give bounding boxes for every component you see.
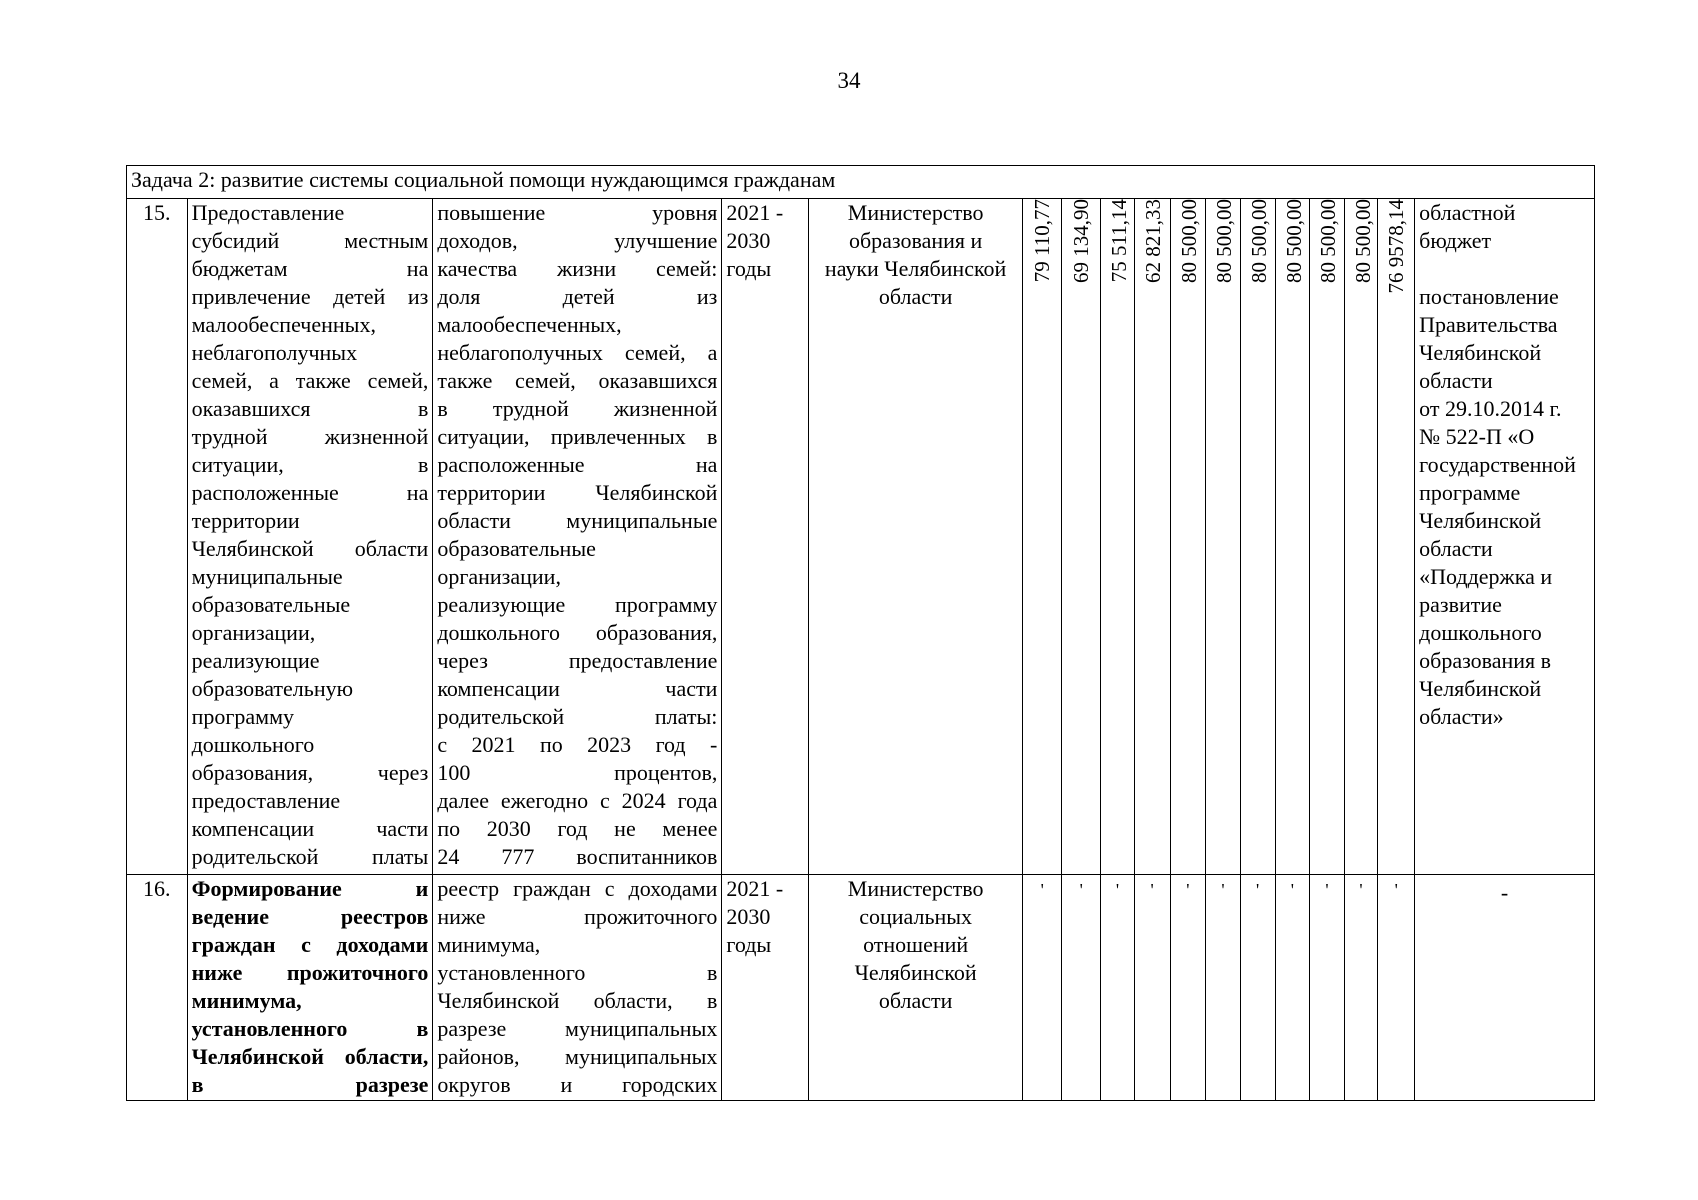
text-line: компенсации части	[437, 676, 718, 701]
period: 2021 - 2030 годы	[722, 875, 809, 1101]
text-line: 24 777 воспитанников	[437, 844, 718, 869]
amount-8: 80 500,00	[1275, 199, 1310, 875]
text-line: установленного в	[437, 960, 718, 985]
text-line: реализующие	[191, 648, 320, 673]
text-line: субсидий местным	[191, 228, 429, 253]
text-line: граждан с доходами	[191, 932, 429, 957]
text-line: образовательную	[191, 676, 354, 701]
period: 2021 - 2030 годы	[722, 199, 809, 875]
text-line: трудной жизненной	[191, 424, 429, 449]
text-line: качества жизни семей:	[437, 256, 718, 281]
text-line: ниже прожиточного	[437, 904, 718, 929]
text-line: ниже прожиточного	[191, 960, 429, 985]
amount-1: 79 110,77	[1023, 199, 1062, 875]
text-line: предоставление	[191, 788, 341, 813]
funding-source: областной бюджет постановление Правительства Челябинской области от 29.10.2014 г. № 522-П «О государственной программе Челябинской области «Поддержка и развитие дошкольного образования в Челябинской области»	[1415, 199, 1595, 875]
text-line: реализующие программу	[437, 592, 718, 617]
amount-9: 80 500,00	[1310, 199, 1345, 875]
expected-result	[433, 199, 722, 875]
table-row	[127, 875, 1595, 1101]
text-line: повышение уровня	[437, 200, 718, 225]
text-line: через предоставление	[437, 648, 718, 673]
amount-7: 80 500,00	[1240, 199, 1275, 875]
text-line: дошкольного образования,	[437, 620, 718, 645]
text-line: Челябинской области, в	[437, 988, 718, 1013]
amount-9: '	[1310, 875, 1345, 1101]
page-number: 34	[837, 68, 861, 93]
text-line: привлечение детей из	[191, 284, 429, 309]
text-line: области муниципальные	[437, 508, 718, 533]
amount-6: '	[1206, 875, 1241, 1101]
text-line: минимума,	[437, 932, 541, 957]
text-line: малообеспеченных,	[437, 312, 622, 337]
row-number: 15.	[127, 199, 188, 875]
text-line: муниципальные	[191, 564, 343, 589]
amount-8: '	[1275, 875, 1310, 1101]
text-line: расположенные на	[437, 452, 718, 477]
text-line: также семей, оказавшихся	[437, 368, 718, 393]
text-line: установленного в	[191, 1016, 429, 1041]
text-line: районов, муниципальных	[437, 1044, 718, 1069]
task-header: Задача 2: развитие системы социальной помощи нуждающимся гражданам	[127, 166, 1595, 199]
text-line: ведение реестров	[191, 904, 429, 929]
text-line: в трудной жизненной	[437, 396, 718, 421]
executor: Министерство образования и науки Челябинской области	[808, 199, 1022, 875]
amount-6: 80 500,00	[1206, 199, 1241, 875]
amount-5: 80 500,00	[1170, 199, 1206, 875]
text-line: по 2030 год не менее	[437, 816, 718, 841]
text-line: дошкольного	[191, 732, 315, 757]
text-line: неблагополучных семей, а	[437, 340, 718, 365]
text-line: ситуации, в	[191, 452, 429, 477]
text-line: реестр граждан с доходами	[437, 876, 718, 901]
text-line: далее ежегодно с 2024 года	[437, 788, 718, 813]
text-line: Предоставление	[191, 200, 345, 225]
text-line: образовательные	[437, 536, 596, 561]
row-number: 16.	[127, 875, 188, 1101]
expected-result	[433, 875, 722, 1101]
amount-3: '	[1101, 875, 1135, 1101]
measure-name	[187, 875, 433, 1101]
text-line: ситуации, привлеченных в	[437, 424, 718, 449]
text-line: оказавшихся в	[191, 396, 429, 421]
amount-total: '	[1378, 875, 1415, 1101]
text-line: организации,	[437, 564, 561, 589]
amount-4: 62 821,33	[1134, 199, 1170, 875]
text-line: доля детей из	[437, 284, 718, 309]
text-line: территории Челябинской	[437, 480, 718, 505]
program-table	[126, 165, 1595, 1101]
text-line: малообеспеченных,	[191, 312, 376, 337]
amount-2: '	[1062, 875, 1101, 1101]
text-line: семей, а также семей,	[191, 368, 429, 393]
text-line: в разрезе	[191, 1072, 429, 1097]
executor: Министерство социальных отношений Челябинской области	[808, 875, 1022, 1101]
text-line: Челябинской области	[191, 536, 429, 561]
text-line: организации,	[191, 620, 316, 645]
amount-1: '	[1023, 875, 1062, 1101]
text-line: разрезе муниципальных	[437, 1016, 718, 1041]
funding-source: -	[1415, 875, 1595, 1101]
amount-total: 76 9578,14	[1378, 199, 1415, 875]
text-line: родительской платы:	[437, 704, 718, 729]
text-line: программу	[191, 704, 295, 729]
text-line: доходов, улучшение	[437, 228, 718, 253]
text-line: 100 процентов,	[437, 760, 718, 785]
text-line: с 2021 по 2023 год -	[437, 732, 718, 757]
table-row	[127, 199, 1595, 875]
amount-10: '	[1344, 875, 1378, 1101]
amount-3: 75 511,14	[1101, 199, 1135, 875]
text-line: округов и городских	[437, 1072, 718, 1097]
text-line: Формирование и	[191, 876, 429, 901]
text-line: образования, через	[191, 760, 429, 785]
amount-7: '	[1240, 875, 1275, 1101]
text-line: Челябинской области,	[191, 1044, 429, 1069]
amount-10: 80 500,00	[1344, 199, 1378, 875]
text-line: расположенные на	[191, 480, 429, 505]
text-line: минимума,	[191, 988, 302, 1013]
text-line: неблагополучных	[191, 340, 358, 365]
amount-5: '	[1170, 875, 1206, 1101]
text-line: территории	[191, 508, 300, 533]
text-line: компенсации части	[191, 816, 429, 841]
amount-4: '	[1134, 875, 1170, 1101]
text-line: бюджетам на	[191, 256, 429, 281]
measure-name	[187, 199, 433, 875]
text-line: родительской платы	[191, 844, 429, 869]
text-line: образовательные	[191, 592, 351, 617]
amount-2: 69 134,90	[1062, 199, 1101, 875]
